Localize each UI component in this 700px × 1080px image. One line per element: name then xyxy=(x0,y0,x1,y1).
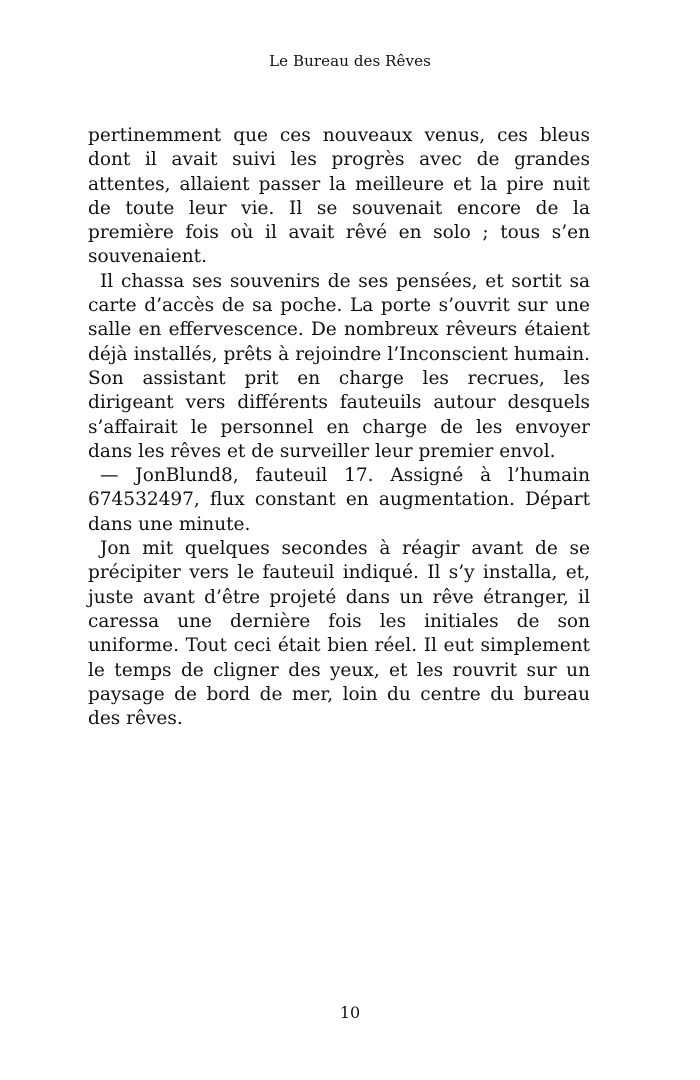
body-text xyxy=(88,124,590,731)
paragraph: pertinemment que ces nouveaux venus, ces bleus dont il avait suivi les progrès avec de grandes attentes, allaient passer la meilleure et la pire nuit de toute leur vie. Il se souvenait encore de la première fois où il avait rêvé en solo ; tous s’en souvenaient. xyxy=(88,125,590,268)
page-number: 10 xyxy=(339,1003,361,1022)
paragraph: Jon mit quelques secondes à réagir avant de se précipiter vers le fauteuil indiqué. Il s’y installa, et, juste avant d’être projeté dans un rêve étranger, il caressa une dernière fois les initiales de son uniforme. Tout ceci était bien réel. Il eut simplement le temps de cligner des yeux, et les rouvrit sur un paysage de bord de mer, loin du centre du bureau des rêves. xyxy=(88,538,590,730)
dialogue-paragraph: — JonBlund8, fauteuil 17. Assigné à l’humain 674532497, flux constant en augmentation. Départ dans une minute. xyxy=(88,465,590,535)
paragraph: Il chassa ses souvenirs de ses pensées, et sortit sa carte d’accès de sa poche. La porte s’ouvrit sur une salle en effervescence. De nombreux rêveurs étaient déjà installés, prêts à rejoindre l’Inconscient humain. Son assistant prit en charge les recrues, les dirigeant vers différents fauteuils autour desquels s’affairait le personnel en charge de les envoyer dans les rêves et de surveiller leur premier envol. xyxy=(88,270,590,462)
running-head: Le Bureau des Rêves xyxy=(269,52,431,70)
